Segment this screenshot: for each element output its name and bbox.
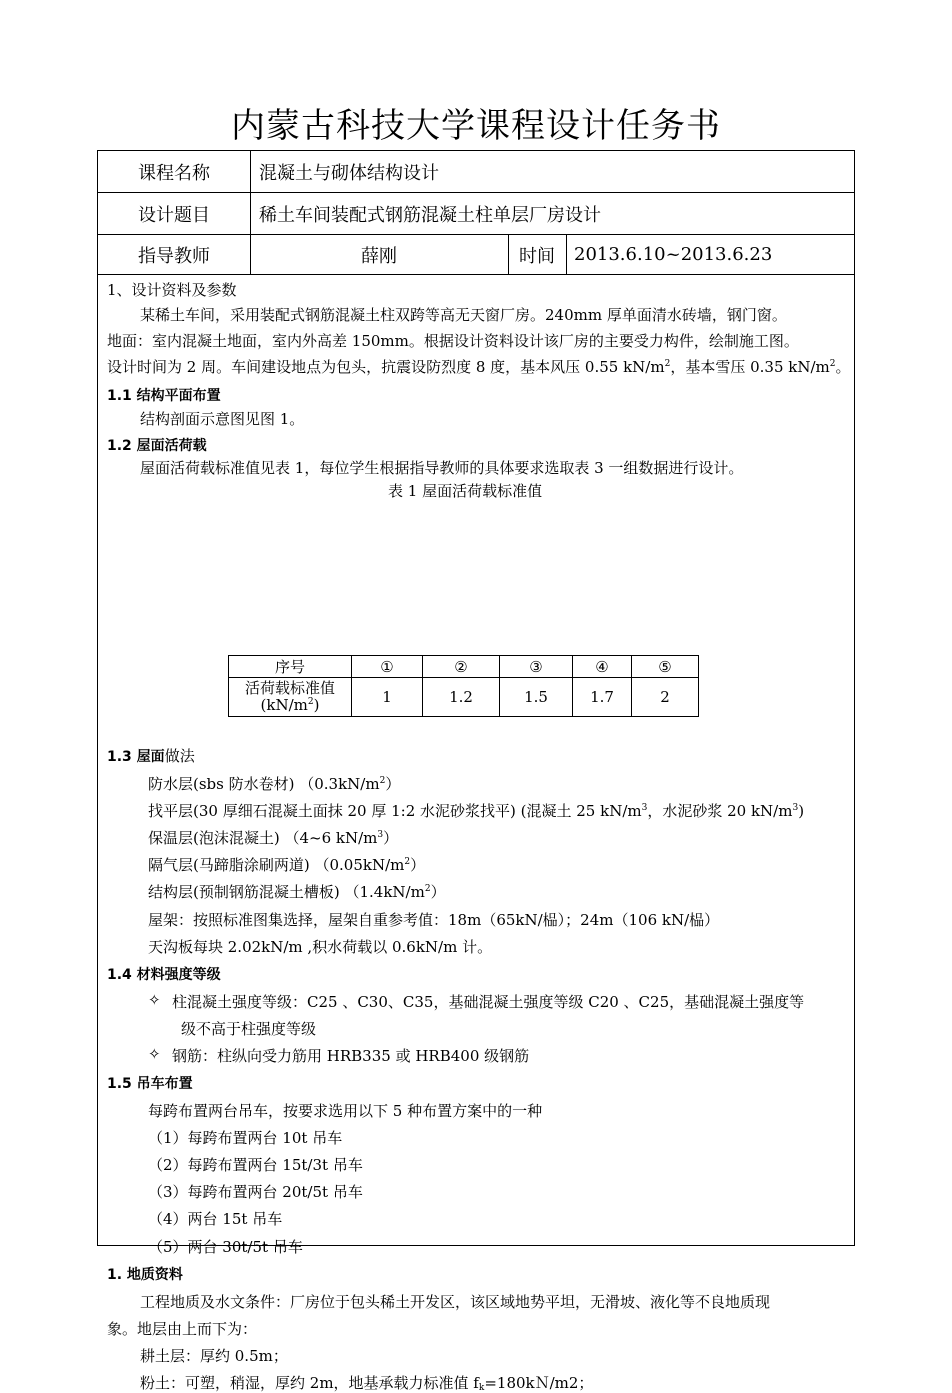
paragraph: 设计时间为 2 周。车间建设地点为包头，抗震设防烈度 8 度，基本风压 0.55 $kN/m^2$，基本雪压 0.35 $kN/m^2$。 (107, 358, 851, 376)
table-cell: 2 (632, 678, 699, 717)
table-caption: 表 1 屋面活荷载标准值 (388, 482, 543, 500)
bullet-text-continued: 级不高于柱强度等级 (181, 1020, 317, 1038)
section-1-4-heading: 1.4 材料强度等级 (107, 967, 221, 983)
paragraph: 结构剖面示意图见图 1。 (140, 410, 305, 428)
table-header-cell: ⑤ (632, 656, 699, 678)
bullet-icon: ✧ (148, 1045, 161, 1063)
roof-layer-line: 找平层(30 厚细石混凝土面抹 20 厚 1:2 水泥砂浆找平) (混凝土 25 $kN/m^3$，水泥砂浆 20 $kN/m^3$) (148, 802, 805, 820)
paragraph: 工程地质及水文条件：厂房位于包头稀土开发区，该区域地势平坦，无滑坡、液化等不良地质现 (140, 1293, 771, 1311)
topic-value: 稀土车间装配式钢筋混凝土柱单层厂房设计 (259, 204, 601, 226)
table-cell: 1.2 (423, 678, 500, 717)
teacher-row (98, 235, 854, 275)
course-row (98, 151, 854, 193)
paragraph: 屋面活荷载标准值见表 1，每位学生根据指导教师的具体要求选取表 3 一组数据进行设计。 (140, 459, 744, 477)
section-geology-heading: 1. 地质资料 (107, 1267, 183, 1283)
list-item: （1）每跨布置两台 10t 吊车 (148, 1129, 343, 1147)
divider (566, 235, 567, 274)
bullet-text: 柱混凝土强度等级：C25 、C30、C35，基础混凝土强度等级 C20 、C25，基础混凝土强度等 (172, 993, 805, 1011)
section-1-heading: 1、设计资料及参数 (107, 281, 237, 299)
table-header-cell: ④ (573, 656, 632, 678)
table-row (229, 678, 699, 717)
table-cell: 1.5 (500, 678, 573, 717)
table-cell: 1.7 (573, 678, 632, 717)
roof-layer-line: 天沟板每块 2.02kN/m ,积水荷载以 0.6kN/m 计。 (148, 938, 493, 956)
roof-layer-line: 保温层(泡沫混凝土) （4~6 $kN/m^3$） (148, 829, 399, 847)
teacher-label: 指导教师 (138, 245, 210, 267)
paragraph: 地面：室内混凝土地面，室内外高差 150mm。根据设计资料设计该厂房的主要受力构件，绘制施工图。 (107, 332, 799, 350)
section-1-1-heading: 1.1 结构平面布置 (107, 388, 221, 404)
table-row-label: 活荷载标准值 $(kN/m^2)$ (229, 678, 352, 717)
time-label: 时间 (519, 245, 555, 267)
section-1-3-heading: 1.3 屋面做法 (107, 747, 195, 765)
roof-layer-line: 防水层(sbs 防水卷材) $(0.3kN/m^2)$ (148, 775, 401, 793)
course-label: 课程名称 (138, 162, 210, 184)
table-header-cell: ② (423, 656, 500, 678)
topic-row (98, 193, 854, 235)
section-1-2-heading: 1.2 屋面活荷载 (107, 438, 207, 454)
table-cell: 1 (352, 678, 423, 717)
topic-label: 设计题目 (138, 204, 210, 226)
time-value: 2013.6.10~2013.6.23 (574, 244, 773, 265)
course-value: 混凝土与砌体结构设计 (259, 162, 439, 184)
section-1-5-heading: 1.5 吊车布置 (107, 1076, 193, 1092)
teacher-value: 薛刚 (361, 245, 397, 267)
bullet-text: 钢筋：柱纵向受力筋用 HRB335 或 HRB400 级钢筋 (172, 1047, 530, 1065)
paragraph: 耕土层：厚约 0.5m； (140, 1347, 288, 1365)
task-form (97, 150, 855, 1393)
paragraph: 象。地层由上而下为： (107, 1320, 258, 1338)
paragraph: 某稀土车间，采用装配式钢筋混凝土柱双跨等高无天窗厂房。240mm 厚单面清水砖墙，钢门窗。 (140, 306, 787, 324)
table-header-cell: ① (352, 656, 423, 678)
bullet-icon: ✧ (148, 991, 161, 1009)
table-row (229, 656, 699, 678)
document-title: 内蒙古科技大学课程设计任务书 (231, 106, 721, 146)
live-load-table (228, 655, 699, 717)
list-item: （5）两台 30t/5t 吊车 (148, 1238, 303, 1256)
roof-layer-line: 隔气层(马蹄脂涂刷两道) $(0.05kN/m^2)$ (148, 856, 426, 874)
list-item: （4）两台 15t 吊车 (148, 1210, 283, 1228)
roof-layer-line: 屋架：按照标准图集选择，屋架自重参考值：18m（65kN/榀）；24m（106 kN/榀） (148, 911, 720, 929)
divider (250, 151, 251, 192)
divider (250, 193, 251, 234)
list-item: （2）每跨布置两台 15t/3t 吊车 (148, 1156, 363, 1174)
roof-layer-line: 结构层(预制钢筋混凝土槽板) $(1.4kN/m^2)$ (148, 883, 446, 901)
paragraph: 每跨布置两台吊车，按要求选用以下 5 种布置方案中的一种 (148, 1102, 543, 1120)
paragraph: 粉土：可塑，稍湿，厚约 2m，地基承载力标准值 $f_k=180kN/m2$； (140, 1374, 594, 1393)
table-header-cell: 序号 (229, 656, 352, 678)
list-item: （3）每跨布置两台 20t/5t 吊车 (148, 1183, 363, 1201)
table-header-cell: ③ (500, 656, 573, 678)
